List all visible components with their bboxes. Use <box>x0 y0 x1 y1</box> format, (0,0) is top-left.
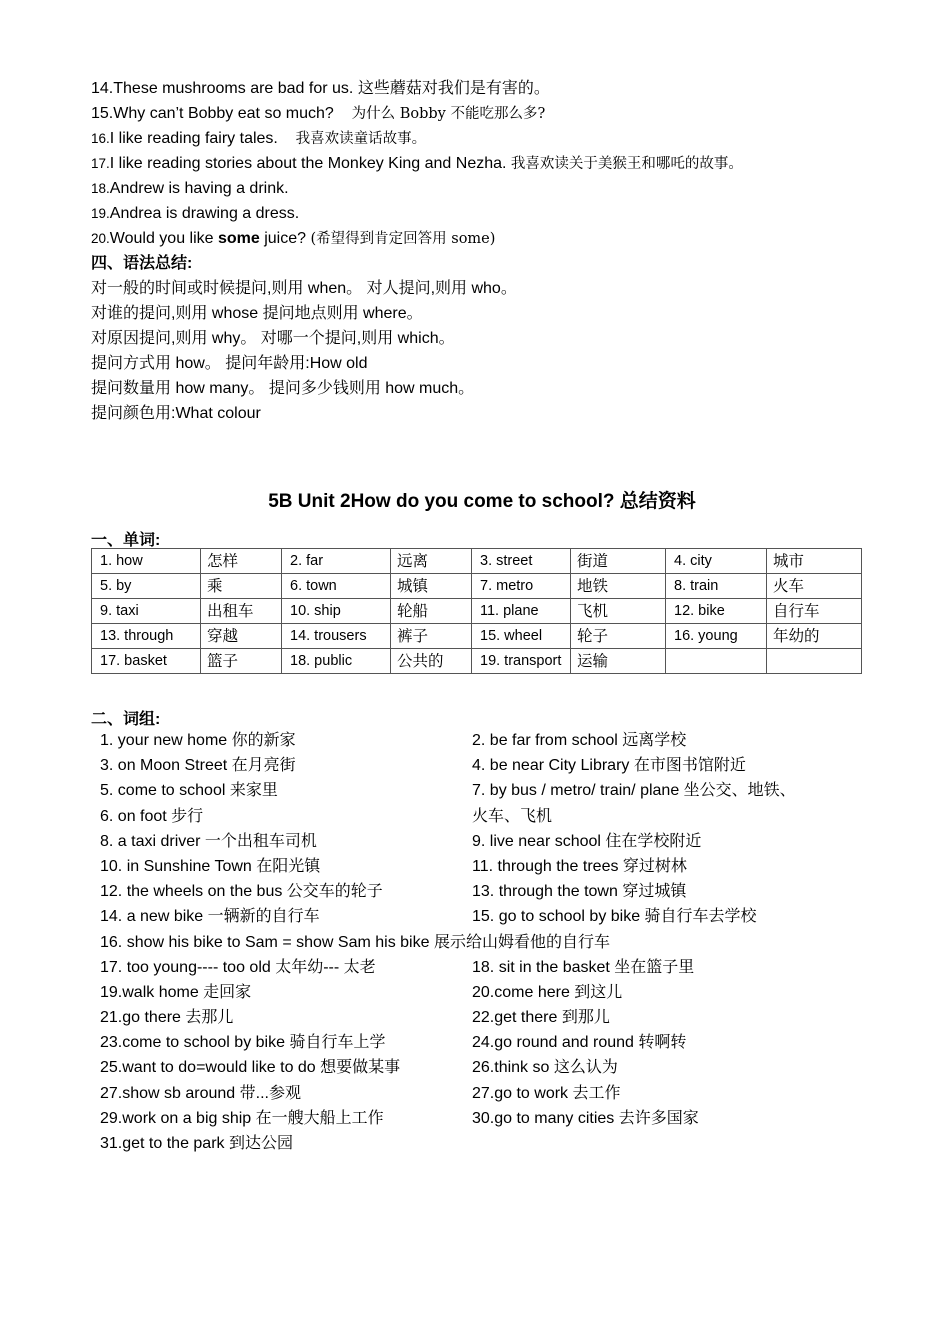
phrase-item: 11. through the trees 穿过树林 <box>472 857 687 875</box>
phrase-row <box>100 1006 890 1031</box>
vocab-row <box>92 649 862 674</box>
grammar-line: 提问数量用 how many。 提问多少钱则用 how much。 <box>91 380 475 397</box>
phrase-row <box>100 729 890 754</box>
vocab-meaning: 出租车 <box>201 599 282 624</box>
phrase-row <box>100 931 890 956</box>
phrase-item: 火车、飞机 <box>472 807 553 825</box>
phrase-item: 26.think so 这么认为 <box>472 1059 618 1077</box>
vocab-meaning: 年幼的 <box>767 624 862 649</box>
phrase-item: 6. on foot 步行 <box>100 807 204 825</box>
vocab-meaning: 裤子 <box>391 624 472 649</box>
phrase-item: 30.go to many cities 去许多国家 <box>472 1109 699 1127</box>
vocab-meaning: 穿越 <box>201 624 282 649</box>
vocab-word: 5. by <box>92 574 201 599</box>
phrase-item: 18. sit in the basket 坐在篮子里 <box>472 958 695 976</box>
phrase-row <box>100 956 890 981</box>
vocab-meaning <box>767 649 862 674</box>
grammar-line: 对一般的时间或时候提问,则用 when。 对人提问,则用 who。 <box>91 280 517 297</box>
vocab-row <box>92 599 862 624</box>
vocab-word: 8. train <box>666 574 767 599</box>
phrase-item: 12. the wheels on the bus 公交车的轮子 <box>100 883 383 901</box>
vocab-word: 4. city <box>666 549 767 574</box>
grammar-heading: 四、语法总结: <box>91 255 193 272</box>
phrase-item: 20.come here 到这儿 <box>472 983 623 1001</box>
vocab-word: 19. transport <box>472 649 571 674</box>
sentence-line: 15.Why can’t Bobby eat so much? 为什么 Bobby 不能吃那么多? <box>91 105 546 122</box>
phrase-item: 16. show his bike to Sam = show Sam his bike 展示给山姆看他的自行车 <box>100 933 610 951</box>
vocab-meaning: 街道 <box>571 549 666 574</box>
phrase-item: 23.come to school by bike 骑自行车上学 <box>100 1034 386 1052</box>
vocab-word: 14. trousers <box>282 624 391 649</box>
vocab-meaning: 轮船 <box>391 599 472 624</box>
phrase-row <box>100 754 890 779</box>
phrase-item: 31.get to the park 到达公园 <box>100 1135 293 1152</box>
phrase-item: 19.walk home 走回家 <box>100 983 252 1001</box>
vocab-meaning: 飞机 <box>571 599 666 624</box>
phrase-row <box>100 981 890 1006</box>
vocab-meaning: 乘 <box>201 574 282 599</box>
sentence-line: 18.Andrew is having a drink. <box>91 180 289 197</box>
phrase-item: 8. a taxi driver 一个出租车司机 <box>100 832 317 850</box>
vocab-word: 17. basket <box>92 649 201 674</box>
phrase-row <box>100 905 890 930</box>
vocab-meaning: 城镇 <box>391 574 472 599</box>
vocab-word: 7. metro <box>472 574 571 599</box>
phrase-item: 2. be far from school 远离学校 <box>472 732 687 749</box>
vocab-heading: 一、单词: <box>91 532 161 549</box>
vocab-meaning: 火车 <box>767 574 862 599</box>
vocab-word: 10. ship <box>282 599 391 624</box>
phrase-row <box>100 830 890 855</box>
phrase-item: 29.work on a big ship 在一艘大船上工作 <box>100 1109 384 1127</box>
phrase-list <box>100 729 890 1157</box>
phrase-item: 17. too young---- too old 太年幼--- 太老 <box>100 958 376 976</box>
vocab-word: 13. through <box>92 624 201 649</box>
vocab-word: 1. how <box>92 549 201 574</box>
phrase-row <box>100 1056 890 1081</box>
document-title: 5B Unit 2How do you come to school? 总结资料 <box>268 491 696 512</box>
sentence-line: 14.These mushrooms are bad for us. 这些蘑菇对我们是有害的。 <box>91 80 550 97</box>
phrase-item: 27.show sb around 带...参观 <box>100 1084 301 1102</box>
vocab-meaning: 自行车 <box>767 599 862 624</box>
vocab-word <box>666 649 767 674</box>
phrase-row <box>100 855 890 880</box>
vocab-table <box>91 548 862 674</box>
sentence-line: 16.I like reading fairy tales. 我喜欢读童话故事。 <box>91 130 427 147</box>
phrase-row <box>100 880 890 905</box>
vocab-meaning: 轮子 <box>571 624 666 649</box>
phrase-item: 9. live near school 住在学校附近 <box>472 832 702 850</box>
grammar-line: 提问颜色用:What colour <box>91 405 261 422</box>
phrase-item: 27.go to work 去工作 <box>472 1084 621 1102</box>
phrase-item: 13. through the town 穿过城镇 <box>472 883 687 901</box>
vocab-word: 15. wheel <box>472 624 571 649</box>
vocab-meaning: 篮子 <box>201 649 282 674</box>
vocab-row <box>92 624 862 649</box>
vocab-row <box>92 574 862 599</box>
phrase-row <box>100 779 890 804</box>
vocab-word: 2. far <box>282 549 391 574</box>
vocab-meaning: 远离 <box>391 549 472 574</box>
phrase-item: 14. a new bike 一辆新的自行车 <box>100 908 320 926</box>
phrase-row <box>100 1107 890 1132</box>
vocab-meaning: 怎样 <box>201 549 282 574</box>
phrase-item: 10. in Sunshine Town 在阳光镇 <box>100 857 321 875</box>
vocab-meaning: 公共的 <box>391 649 472 674</box>
phrase-row <box>100 1082 890 1107</box>
vocab-word: 3. street <box>472 549 571 574</box>
vocab-word: 6. town <box>282 574 391 599</box>
vocab-word: 18. public <box>282 649 391 674</box>
phrase-item: 22.get there 到那儿 <box>472 1009 610 1027</box>
phrase-item: 21.go there 去那儿 <box>100 1009 234 1027</box>
sentence-line: 17.I like reading stories about the Monkey King and Nezha. 我喜欢读关于美猴王和哪吒的故事。 <box>91 155 743 172</box>
vocab-word: 12. bike <box>666 599 767 624</box>
phrase-item: 15. go to school by bike 骑自行车去学校 <box>472 908 757 926</box>
phrase-item: 5. come to school 来家里 <box>100 782 278 800</box>
phrase-row <box>100 805 890 830</box>
grammar-line: 提问方式用 how。 提问年龄用:How old <box>91 355 368 372</box>
vocab-word: 16. young <box>666 624 767 649</box>
sentence-list <box>91 78 891 428</box>
phrase-item: 25.want to do=would like to do 想要做某事 <box>100 1059 401 1077</box>
grammar-line: 对谁的提问,则用 whose 提问地点则用 where。 <box>91 305 423 322</box>
phrase-item: 24.go round and round 转啊转 <box>472 1034 687 1052</box>
sentence-line: 20.Would you like some juice? (希望得到肯定回答用 some) <box>91 230 496 247</box>
phrase-item: 4. be near City Library 在市图书馆附近 <box>472 757 746 775</box>
vocab-meaning: 地铁 <box>571 574 666 599</box>
vocab-word: 9. taxi <box>92 599 201 624</box>
phrase-item: 3. on Moon Street 在月亮街 <box>100 757 296 775</box>
vocab-word: 11. plane <box>472 599 571 624</box>
phrase-item: 1. your new home 你的新家 <box>100 732 296 749</box>
phrase-row <box>100 1031 890 1056</box>
vocab-meaning: 城市 <box>767 549 862 574</box>
vocab-row <box>92 549 862 574</box>
sentence-line: 19.Andrea is drawing a dress. <box>91 205 300 222</box>
grammar-line: 对原因提问,则用 why。 对哪一个提问,则用 which。 <box>91 330 455 347</box>
vocab-meaning: 运输 <box>571 649 666 674</box>
phrases-heading: 二、词组: <box>91 711 161 728</box>
phrase-item: 7. by bus / metro/ train/ plane 坐公交、地铁、 <box>472 782 796 800</box>
phrase-row <box>100 1132 890 1157</box>
